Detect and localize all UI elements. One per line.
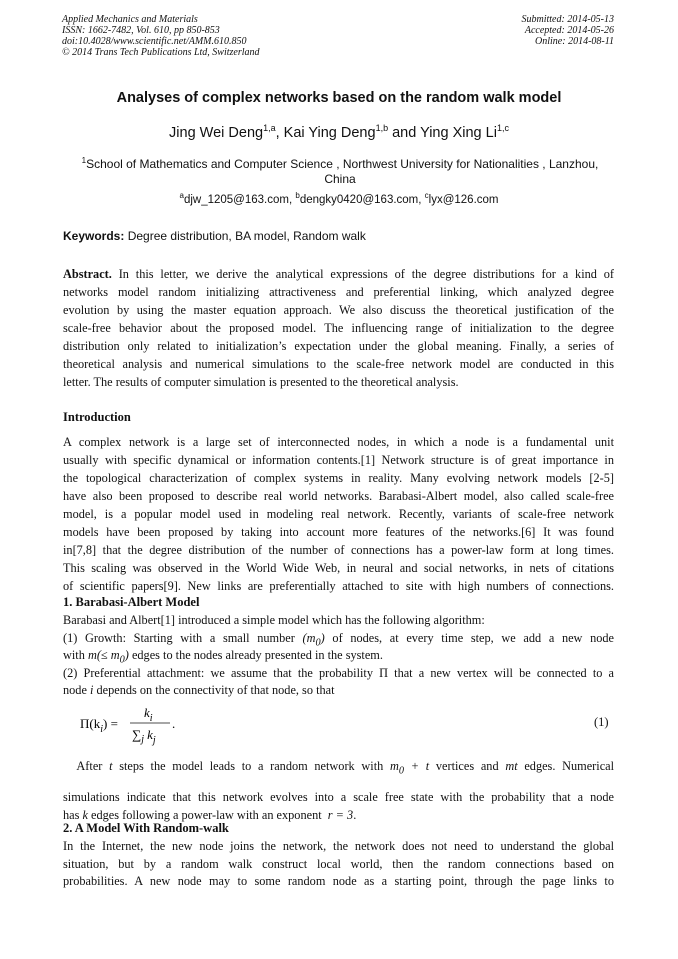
journal-name: Applied Mechanics and Materials (62, 14, 198, 25)
text-segment: depends on the connectivity of that node, so that (96, 683, 335, 697)
eq-lhs: $\Pi(k_i)$ = (80, 716, 118, 735)
keywords-text: Degree distribution, BA model, Random walk (127, 229, 366, 243)
journal-issn: ISSN: 1662-7482, Vol. 610, pp 850-853 (62, 25, 220, 36)
accepted-date: Accepted: 2014-05-26 (524, 25, 614, 36)
author-sup: 1,b (375, 123, 389, 133)
equation-number: (1) (594, 715, 609, 729)
email-address: lyx@126.com (428, 193, 499, 206)
eq-denominator: $\sum_j$ $k_j$ (132, 727, 156, 746)
after-equation (63, 757, 614, 775)
text-segment: of nodes, at every time step, we add a new node (332, 630, 614, 645)
abstract-line: evolution by using the master equation approach. We also discuss the theoretical justification of the (63, 303, 614, 317)
equation-svg (80, 703, 200, 749)
keywords (63, 229, 366, 243)
intro-line: This scaling was observed in the World Wide Web, in neural and social networks, in nets of citations (63, 561, 614, 575)
journal-doi: doi:10.4028/www.scientific.net/AMM.610.850 (62, 36, 247, 47)
text-segment: (1) Growth: Starting with a small number (63, 630, 295, 645)
math-m-le-m0: $m(\le m_0)$ (87, 648, 129, 665)
affiliation-sup: 1 (81, 156, 87, 165)
abstract-line: scale-free behavior about the proposed model. The influencing range of initialization to the degree (63, 321, 614, 335)
paper-title: Analyses of complex networks based on the random walk model (116, 90, 562, 106)
affiliation-text: School of Mathematics and Computer Science , Northwest University for Nationalities , Lanzhou, China (86, 157, 599, 186)
section2-heading: 2. A Model With Random-walk (63, 821, 229, 835)
after-eq-line: After t steps the model leads to a random network with $m_0 + t$ vertices and mt edges. Numerical (76, 759, 614, 775)
intro-line: A complex network is a large set of interconnected nodes, in which a node is a fundamental unit (63, 435, 614, 449)
math-m0: $(m_0)$ (302, 630, 325, 647)
eq-dot: . (172, 716, 176, 731)
simulation-text (63, 789, 614, 824)
math-i: i (89, 683, 94, 697)
text-segment: that a new vertex will be connected to a (394, 665, 614, 680)
author-name: Jing Wei Deng (169, 125, 264, 141)
author-list (0, 123, 678, 141)
section1-line (63, 647, 614, 665)
submitted-date: Submitted: 2014-05-13 (521, 14, 614, 25)
abstract (63, 265, 614, 391)
abstract-label: Abstract. (63, 267, 112, 281)
author-separator: , (275, 125, 284, 141)
intro-line: models have been proposed by taking into account more features of the networks.[6] It was found (63, 525, 614, 539)
keywords-label: Keywords: (63, 229, 125, 243)
sim-line: has k edges following a power-law with an exponent r = 3. (63, 807, 357, 822)
text-segment: with (63, 648, 85, 662)
intro-line: in[7,8] that the degree distribution of the number of connections has a power-law form at long times. (63, 543, 614, 557)
email-list (0, 191, 678, 206)
journal-copyright: © 2014 Trans Tech Publications Ltd, Switzerland (62, 47, 260, 58)
dates-header (522, 14, 615, 47)
email-address: djw_1205@163.com (183, 193, 289, 206)
online-date: Online: 2014-08-11 (535, 36, 614, 47)
author-name: Ying Xing Li (420, 125, 497, 141)
author-sup: 1,c (496, 123, 509, 133)
affiliation (70, 153, 610, 187)
email-separator: , (418, 193, 425, 206)
intro-line: of scientific papers[9]. New links are preferentially attached to site with high numbers of connections. (63, 579, 614, 593)
text-segment: node (63, 683, 87, 697)
section1-line (63, 665, 614, 683)
author-sup: 1,a (263, 123, 276, 133)
email-separator: , (288, 193, 296, 206)
section1-body (63, 612, 614, 700)
section2-line: In the Internet, the new node joins the network, the network does not need to understand the global (63, 839, 614, 853)
text-segment: edges to the nodes already presented in the system. (131, 648, 383, 662)
section1-line (63, 682, 614, 700)
section2-line: probabilities. A new node may to some random node as a starting point, through the page links to (63, 874, 614, 888)
intro-line: the topological characterization of complex systems in reality. Many evolving network models [2-5] (63, 471, 614, 485)
math-pi: Π (379, 665, 389, 680)
email-address: dengky0420@163.com (299, 193, 419, 206)
section1-heading: 1. Barabasi-Albert Model (63, 595, 200, 609)
abstract-line: theoretical analysis and numerical simulations to the scale-free network model are conducted in this (63, 357, 614, 371)
journal-header (62, 14, 260, 58)
intro-line: usually with specific dynamical or information contents.[1] Network structure is of great importance in (63, 453, 614, 467)
abstract-line (63, 265, 614, 283)
intro-line: have also been proposed to describe real world networks. Barabasi-Albert model, also called scale-free (63, 489, 614, 503)
section2-line: situation, but by a random walk construct local world, then the random connections based on (63, 856, 614, 871)
equation-1 (80, 703, 200, 753)
abstract-text: In this letter, we derive the analytical expressions of the degree distributions for a kind of (118, 267, 614, 281)
section2-body (63, 838, 614, 891)
intro-body (63, 433, 614, 595)
abstract-line: distribution only related to initialization’s expectation under the global meaning. Finally, a series of (63, 339, 614, 353)
email-sup: a (179, 191, 184, 200)
sim-line: simulations indicate that this network evolves into a scale free state with the probability that a node (63, 790, 614, 804)
author-name: Kai Ying Deng (283, 125, 376, 141)
email-sup: c (424, 191, 429, 200)
section1-line (63, 630, 614, 648)
email-sup: b (295, 191, 300, 200)
intro-heading: Introduction (63, 410, 131, 424)
eq-numerator: $k_i$ (144, 705, 153, 724)
text-segment: (2) Preferential attachment: we assume that the probability (63, 665, 373, 680)
abstract-line: letter. The results of computer simulation is presented to the theoretical analysis. (63, 375, 459, 389)
abstract-line: networks model random initializing attractiveness and preferential linking, which analyzed degree (63, 285, 614, 299)
author-separator: and (388, 125, 421, 141)
section1-line: Barabasi and Albert[1] introduced a simple model which has the following algorithm: (63, 613, 485, 627)
intro-line: model, is a popular model used in modeling real network. Recently, variants of scale-free network (63, 507, 614, 521)
